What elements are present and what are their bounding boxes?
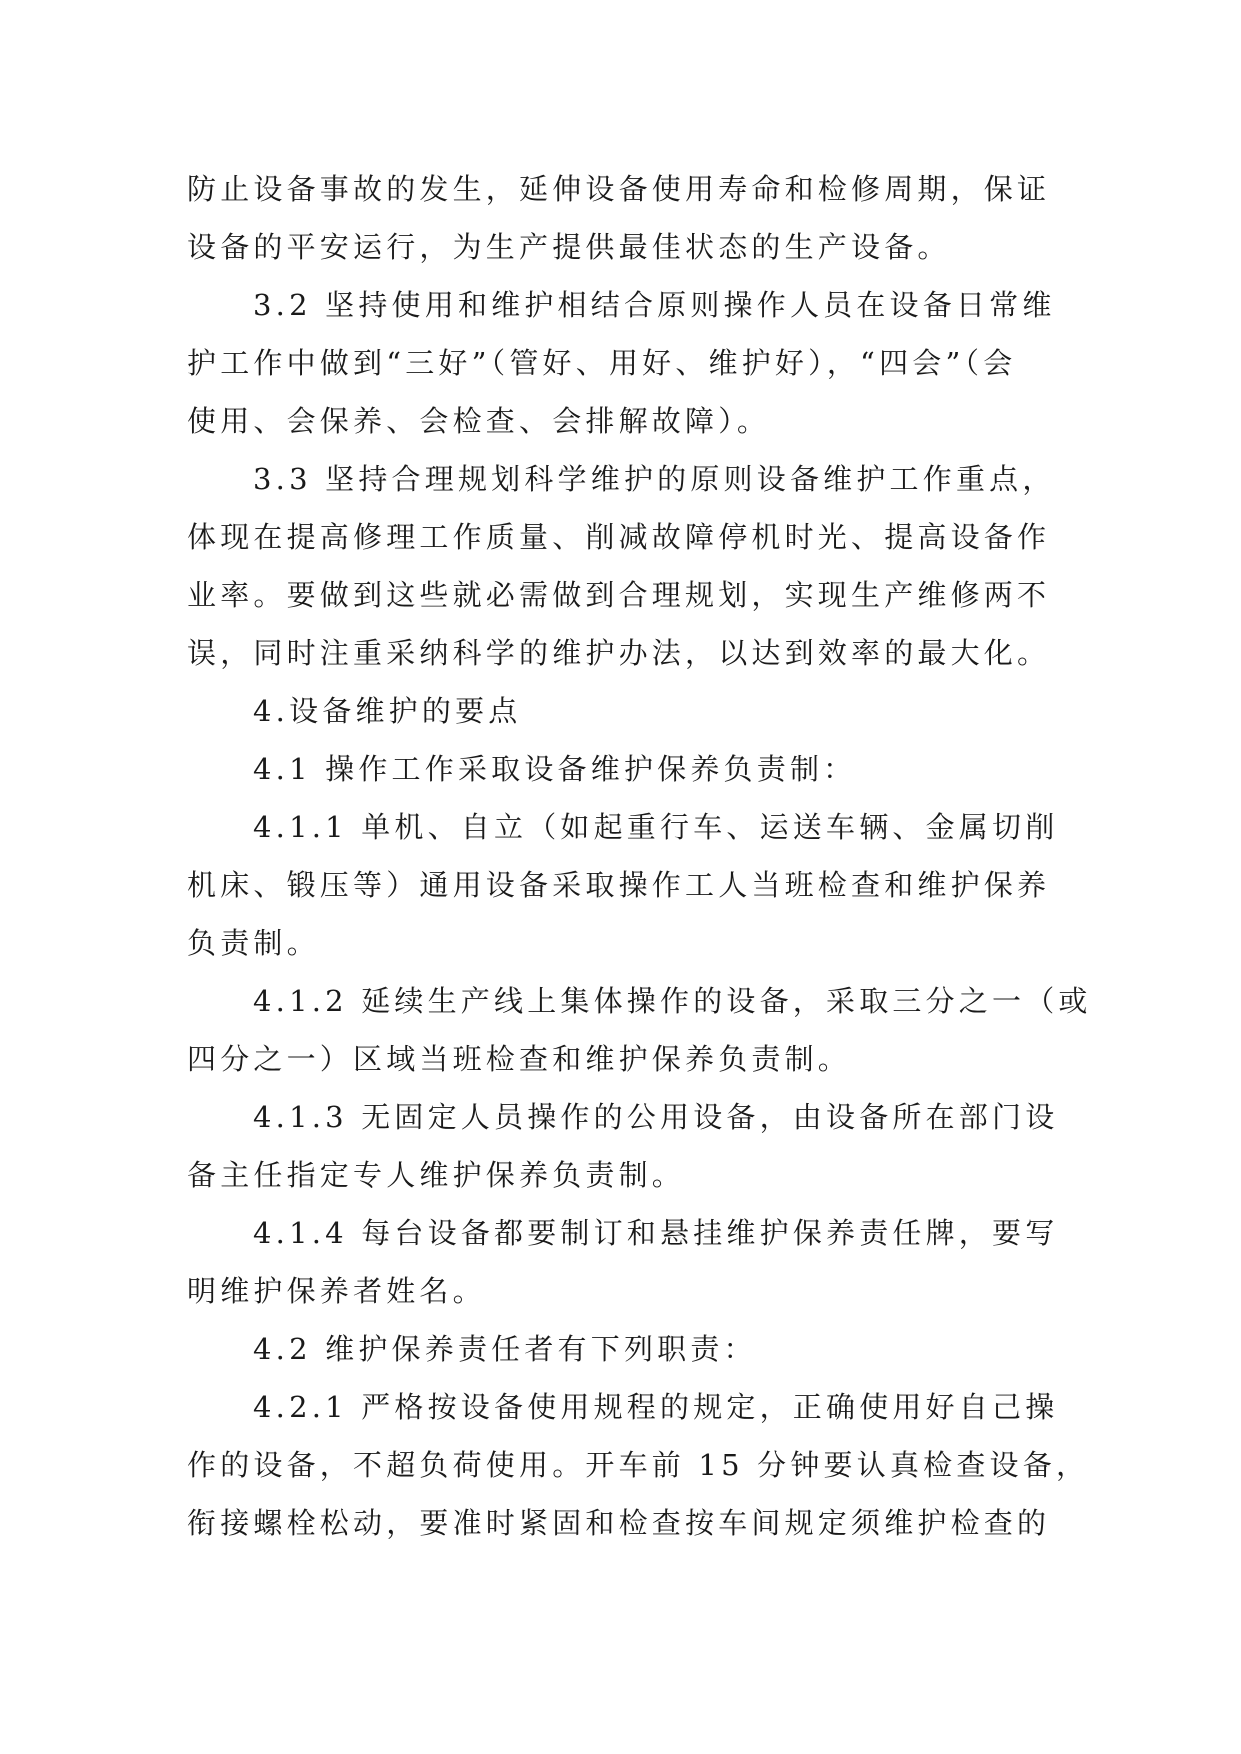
text-line: 备主任指定专人维护保养负责制。	[187, 1158, 686, 1192]
text-line: 防止设备事故的发生，延伸设备使用寿命和检修周期，保证	[187, 172, 1051, 206]
text-line: 4.1 操作工作采取设备维护保养负责制：	[253, 752, 857, 786]
text-line: 4.2.1 严格按设备使用规程的规定，正确使用好自己操	[253, 1390, 1059, 1424]
text-line: 误，同时注重采纳科学的维护办法，以达到效率的最大化。	[187, 636, 1051, 670]
text-line: 4.2 维护保养责任者有下列职责：	[253, 1332, 757, 1366]
text-line: 3.2 坚持使用和维护相结合原则操作人员在设备日常维	[253, 288, 1056, 322]
text-line: 4.1.3 无固定人员操作的公用设备，由设备所在部门设	[253, 1100, 1059, 1134]
text-line: 四分之一）区域当班检查和维护保养负责制。	[187, 1042, 852, 1076]
text-line: 负责制。	[187, 926, 320, 960]
text-line: 3.3 坚持合理规划科学维护的原则设备维护工作重点，	[253, 462, 1056, 496]
text-line: 机床、锻压等）通用设备采取操作工人当班检查和维护保养	[187, 868, 1051, 902]
text-line: 体现在提高修理工作质量、削减故障停机时光、提高设备作	[187, 520, 1051, 554]
text-line: 设备的平安运行，为生产提供最佳状态的生产设备。	[187, 230, 951, 264]
text-line: 4.1.2 延续生产线上集体操作的设备，采取三分之一（或	[253, 984, 1092, 1018]
section-heading: 4.设备维护的要点	[253, 694, 522, 728]
text-line: 使用、会保养、会检查、会排解故障）。	[187, 404, 771, 438]
text-line: 明维护保养者姓名。	[187, 1274, 486, 1308]
text-line: 衔接螺栓松动，要准时紧固和检查按车间规定须维护检查的	[187, 1506, 1051, 1540]
text-line: 作的设备，不超负荷使用。开车前 15 分钟要认真检查设备，	[187, 1448, 1090, 1482]
body-text	[187, 160, 1092, 1552]
text-line: 护工作中做到“三好”（管好、用好、维护好），“四会”（会	[187, 346, 1017, 380]
text-line: 业率。要做到这些就必需做到合理规划，实现生产维修两不	[187, 578, 1051, 612]
text-line: 4.1.4 每台设备都要制订和悬挂维护保养责任牌，要写	[253, 1216, 1059, 1250]
text-line: 4.1.1 单机、自立（如起重行车、运送车辆、金属切削	[253, 810, 1059, 844]
